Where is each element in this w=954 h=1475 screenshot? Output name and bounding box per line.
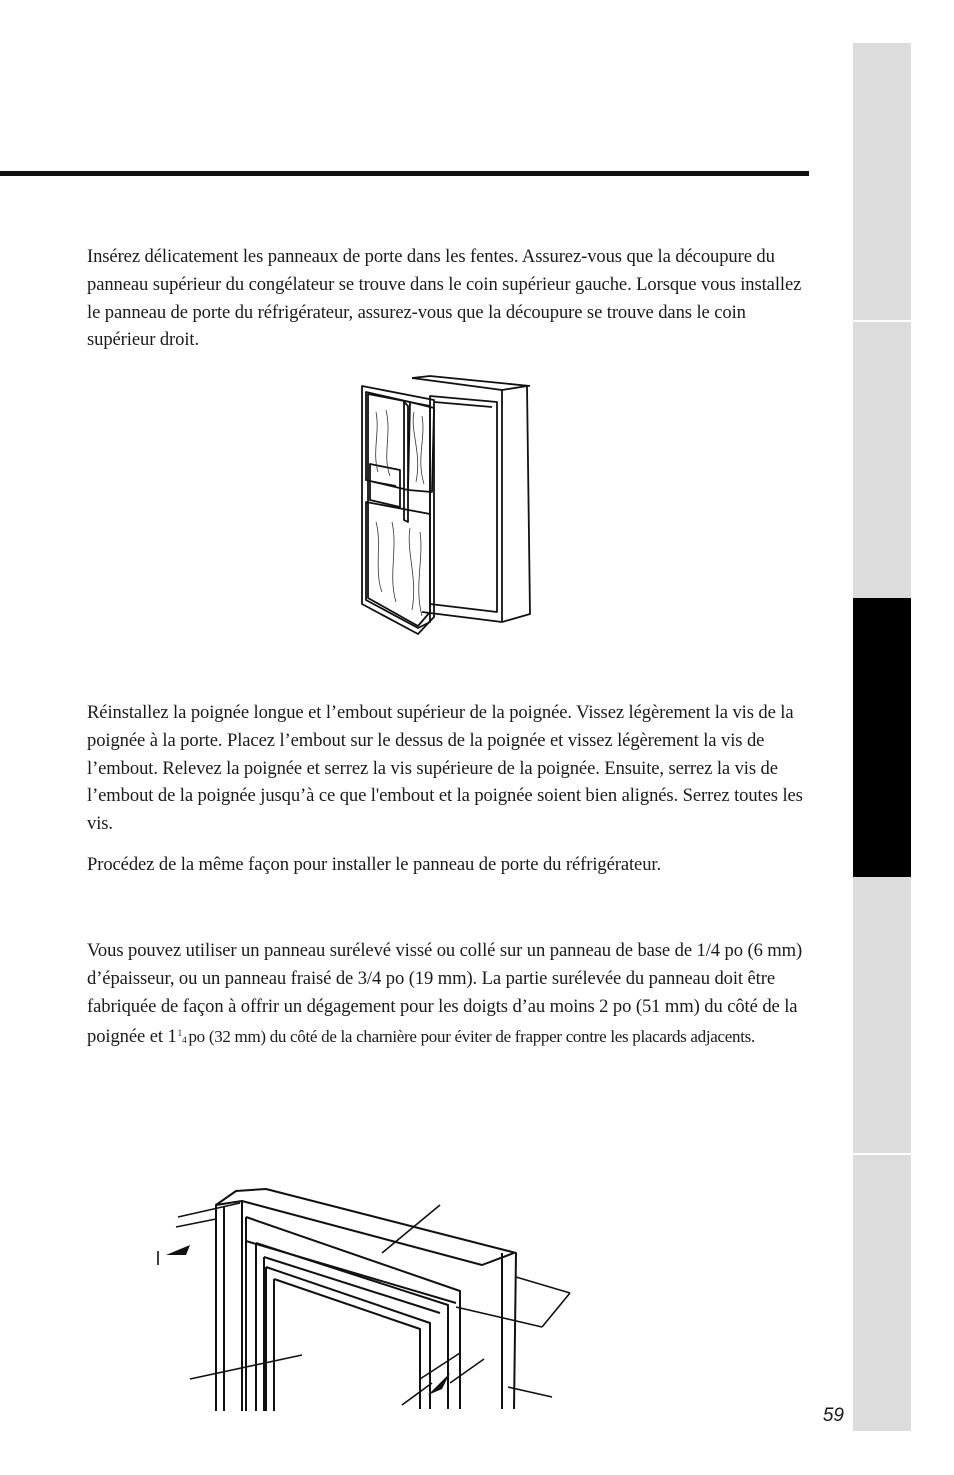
paragraph-raised-panel — [87, 937, 811, 1055]
paragraph-reinstall-handle: Réinstallez la poignée longue et l’embout supérieur de la poignée. Vissez légèrement la vis de la poignée à la porte. Placez l’embout sur le dessus de la poignée et vissez légèrement la vis de l’embout. Relevez la poignée et serrez la vis supérieure de la poignée. Ensuite, serrez la vis de l’embout de la poignée jusqu’à ce que l'embout et la poignée soient bien alignés. Serrez toutes les vis. — [87, 702, 803, 835]
paragraph-insert-panels: Insérez délicatement les panneaux de porte dans les fentes. Assurez-vous que la découpure du panneau supérieur du congélateur se trouve dans le coin supérieur gauche. Lorsque vous installez le panneau de porte du réfrigérateur, assurez-vous que la découpure se trouve dans le coin supérieur droit. — [87, 246, 802, 351]
raised-panel-text-part1: Vous pouvez utiliser un panneau surélevé vissé ou collé sur un panneau de base de 1/4 po (6 mm) d’épaisseur, ou un panneau fraisé de 3/4 po (19 mm). La partie surélevée du panneau doit être fabriquée de façon à offrir un dégagement pour les doigts d’au moins 2 po (51 mm) du côté de la poignée et 1 — [87, 940, 803, 1048]
page-number: 59 — [822, 1405, 844, 1426]
refrigerator-panel-illustration — [352, 372, 537, 642]
side-tab-strip — [853, 43, 911, 1431]
raised-panel-text-part2: po (32 mm) du côté de la charnière pour éviter de frapper contre les placards adjacents. — [188, 1027, 755, 1047]
fraction-denominator: 4 — [182, 1035, 187, 1046]
fraction-numerator: 1 — [177, 1028, 183, 1039]
header-rule — [0, 171, 809, 176]
side-tab-3-active[interactable] — [853, 598, 911, 877]
side-tab-5[interactable] — [853, 1155, 911, 1431]
paragraph-same-procedure: Procédez de la même façon pour installer le panneau de porte du réfrigérateur. — [87, 854, 662, 875]
side-tab-2[interactable] — [853, 322, 911, 598]
side-tab-4[interactable] — [853, 877, 911, 1153]
side-tab-1[interactable] — [853, 43, 911, 320]
raised-panel-diagram — [150, 1183, 590, 1413]
